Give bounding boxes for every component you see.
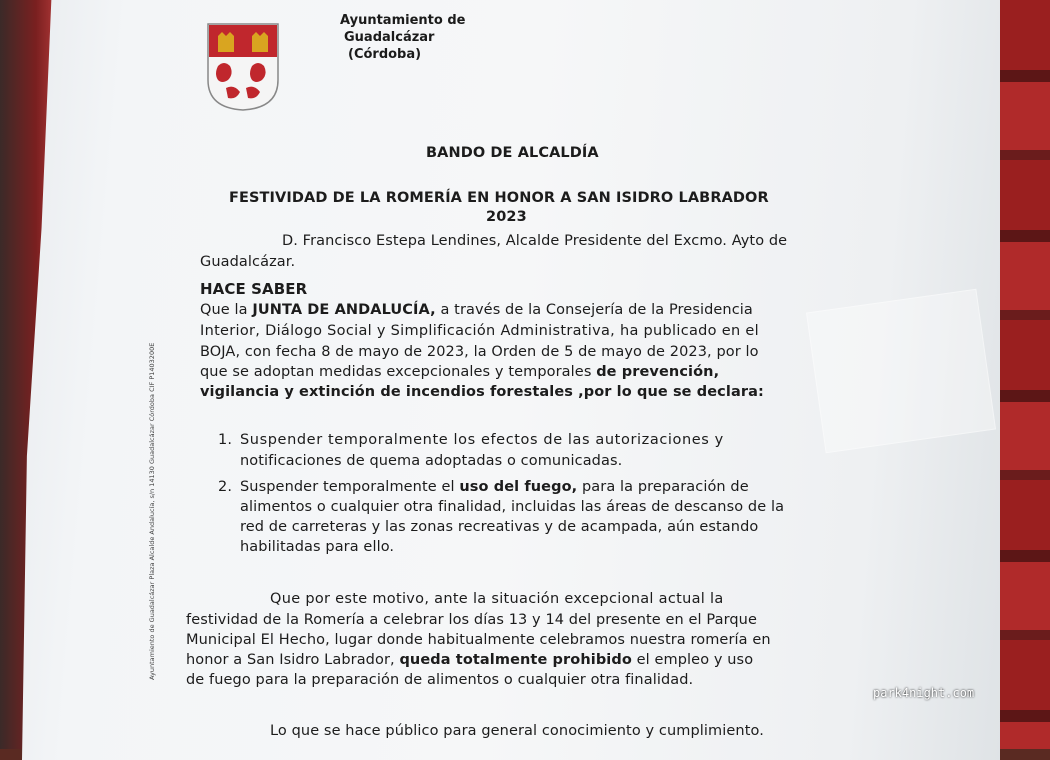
p1-l1-c: a través de la Consejería de la Presidencia xyxy=(435,302,753,318)
subtitle-line-1: FESTIVIDAD DE LA ROMERÍA EN HONOR A SAN ISIDRO LABRADOR xyxy=(229,190,769,206)
item-2-l1-c: para la preparación de xyxy=(577,479,749,495)
subtitle-line-2: 2023 xyxy=(486,209,527,225)
item-2-l1-a: Suspender temporalmente el xyxy=(240,479,460,495)
intro-line-1: D. Francisco Estepa Lendines, Alcalde Presidente del Excmo. Ayto de xyxy=(282,233,788,249)
p1-l1-b: JUNTA DE ANDALUCÍA, xyxy=(252,302,436,318)
p1-line-2: Interior, Diálogo Social y Simplificación Administrativa, ha publicado en el xyxy=(200,323,759,339)
p1-l4-b: de prevención, xyxy=(596,364,720,380)
intro-line-2: Guadalcázar. xyxy=(200,254,296,270)
p1-line-1 xyxy=(200,302,753,318)
item-2-line-1 xyxy=(240,479,749,495)
side-address-text: Ayuntamiento de Guadalcázar Plaza Alcalde Andalucía, s/n 14130 Guadalcázar Córdoba CIF P1403200E xyxy=(148,342,156,680)
p2-l4-b: queda totalmente prohibido xyxy=(399,652,632,668)
p1-l4-a: que se adoptan medidas excepcionales y temporales xyxy=(200,364,597,380)
closing-line: Lo que se hace público para general conocimiento y cumplimiento. xyxy=(270,723,764,739)
item-2-l1-b: uso del fuego, xyxy=(459,479,578,495)
p1-line-5: vigilancia y extinción de incendios forestales ,por lo que se declara: xyxy=(200,384,764,400)
p2-line-3: Municipal El Hecho, lugar donde habitualmente celebramos nuestra romería en xyxy=(186,632,771,648)
p1-l1-a: Que la xyxy=(200,302,253,318)
p2-l4-c: el empleo y uso xyxy=(631,652,754,668)
org-line-1: Ayuntamiento de xyxy=(340,13,466,28)
hace-saber-heading: HACE SABER xyxy=(200,280,308,298)
p1-line-4 xyxy=(200,364,719,380)
item-1-number: 1. xyxy=(218,432,233,448)
p2-l4-a: honor a San Isidro Labrador, xyxy=(186,652,400,668)
side-address xyxy=(148,300,162,680)
item-1-line-2: notificaciones de quema adoptadas o comunicadas. xyxy=(240,453,623,469)
item-2-line-2: alimentos o cualquier otra finalidad, incluidas las áreas de descanso de la xyxy=(240,499,785,515)
org-line-2: Guadalcázar xyxy=(344,30,435,45)
document-title: BANDO DE ALCALDÍA xyxy=(426,145,599,161)
p2-line-5: de fuego para la preparación de alimentos o cualquier otra finalidad. xyxy=(186,672,694,688)
item-2-line-4: habilitadas para ello. xyxy=(240,539,395,555)
adhesive-tape xyxy=(806,289,996,454)
municipality-header xyxy=(340,12,465,63)
p2-line-2: festividad de la Romería a celebrar los días 13 y 14 del presente en el Parque xyxy=(186,612,757,628)
org-line-3: (Córdoba) xyxy=(348,47,422,62)
watermark: park4night.com xyxy=(873,686,975,700)
coat-of-arms-icon xyxy=(206,22,280,112)
p2-line-4 xyxy=(186,652,753,668)
item-1-line-1: Suspender temporalmente los efectos de las autorizaciones y xyxy=(240,432,724,448)
p2-line-1: Que por este motivo, ante la situación excepcional actual la xyxy=(270,591,724,607)
item-2-line-3: red de carreteras y las zonas recreativas y de acampada, aún estando xyxy=(240,519,759,535)
p1-line-3: BOJA, con fecha 8 de mayo de 2023, la Orden de 5 de mayo de 2023, por lo xyxy=(200,344,759,360)
item-2-number: 2. xyxy=(218,479,233,495)
